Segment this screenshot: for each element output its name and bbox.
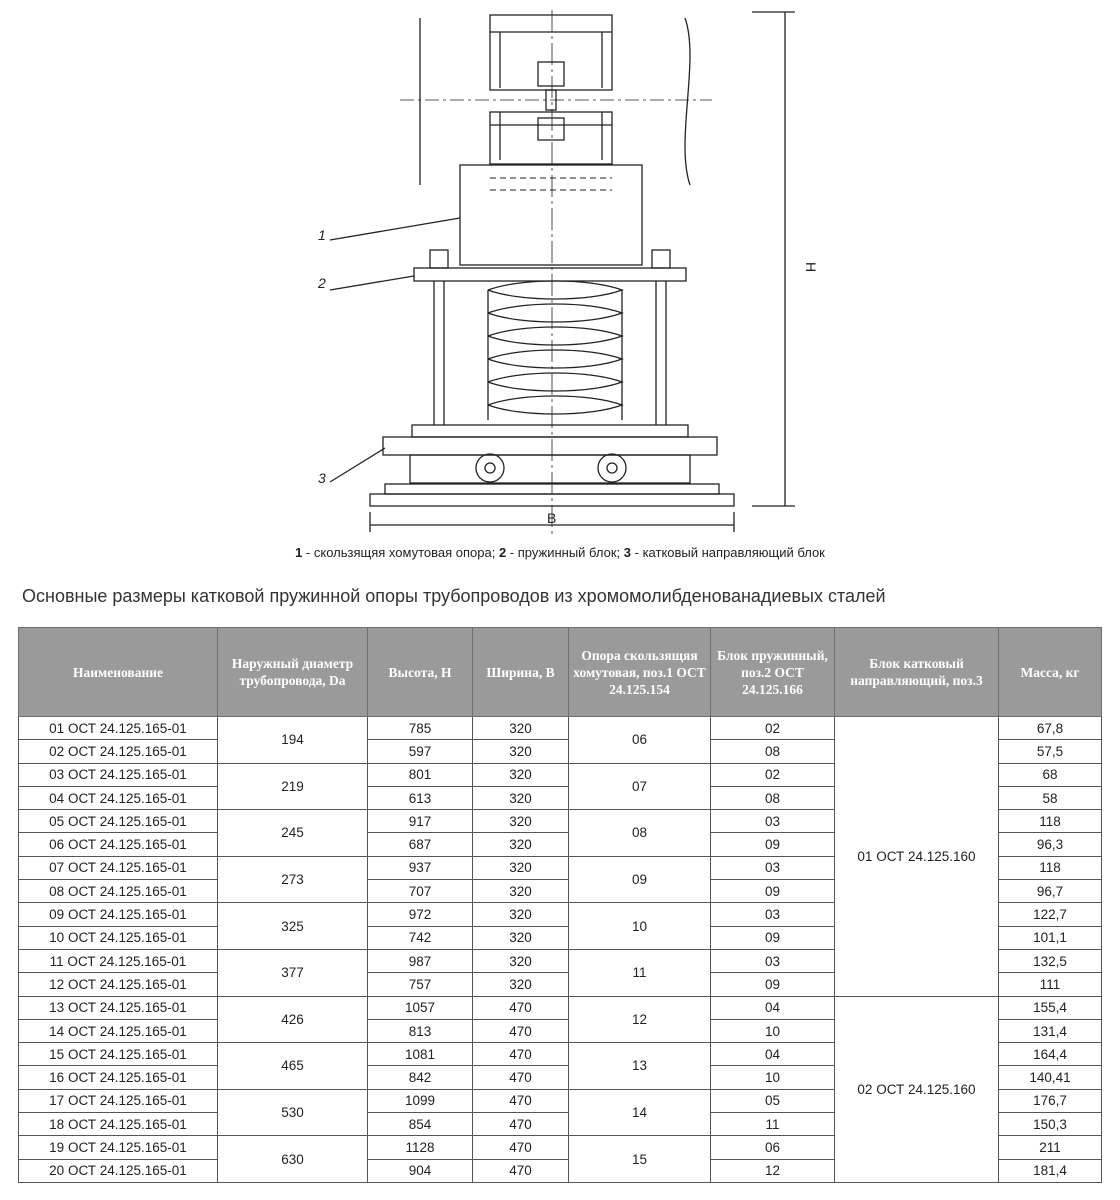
height-cell: 707 <box>368 880 473 903</box>
header-spring-block: Блок пружинный, поз.2 ОСТ 24.125.166 <box>711 628 835 717</box>
row-name-cell: 11 ОСТ 24.125.165-01 <box>19 949 218 972</box>
sliding-support-cell: 14 <box>569 1089 711 1136</box>
header-height: Высота, H <box>368 628 473 717</box>
row-name-cell: 14 ОСТ 24.125.165-01 <box>19 1019 218 1042</box>
height-cell: 842 <box>368 1066 473 1089</box>
sliding-support-cell: 08 <box>569 810 711 857</box>
width-cell: 320 <box>473 880 569 903</box>
spring-block-cell: 02 <box>711 763 835 786</box>
pipe-outline <box>420 18 690 185</box>
mass-cell: 111 <box>999 973 1102 996</box>
mass-cell: 67,8 <box>999 717 1102 740</box>
spring-block-cell: 04 <box>711 1043 835 1066</box>
mass-cell: 164,4 <box>999 1043 1102 1066</box>
spring-block-cell: 09 <box>711 880 835 903</box>
row-name-cell: 03 ОСТ 24.125.165-01 <box>19 763 218 786</box>
lower-plate <box>412 425 688 437</box>
mass-cell: 132,5 <box>999 949 1102 972</box>
spring-block-cell: 03 <box>711 856 835 879</box>
spring-coils <box>488 281 622 420</box>
mass-cell: 118 <box>999 810 1102 833</box>
diameter-cell: 245 <box>218 810 368 857</box>
header-sliding-support: Опора скользящяя хомутовая, поз.1 ОСТ 24.125.154 <box>569 628 711 717</box>
header-width: Ширина, B <box>473 628 569 717</box>
width-cell: 320 <box>473 717 569 740</box>
row-name-cell: 06 ОСТ 24.125.165-01 <box>19 833 218 856</box>
width-cell: 470 <box>473 1066 569 1089</box>
spring-block-cell: 03 <box>711 949 835 972</box>
width-cell: 470 <box>473 1043 569 1066</box>
row-name-cell: 15 ОСТ 24.125.165-01 <box>19 1043 218 1066</box>
row-name-cell: 19 ОСТ 24.125.165-01 <box>19 1136 218 1159</box>
width-cell: 320 <box>473 833 569 856</box>
height-cell: 757 <box>368 973 473 996</box>
height-cell: 904 <box>368 1159 473 1182</box>
caption-num-2: 2 <box>498 545 507 560</box>
header-diameter: Наружный диаметр трубопровода, Da <box>218 628 368 717</box>
width-cell: 470 <box>473 1113 569 1136</box>
width-cell: 320 <box>473 856 569 879</box>
spring-block-cell: 06 <box>711 1136 835 1159</box>
row-name-cell: 20 ОСТ 24.125.165-01 <box>19 1159 218 1182</box>
spring-block-cell: 08 <box>711 740 835 763</box>
mass-cell: 57,5 <box>999 740 1102 763</box>
mass-cell: 150,3 <box>999 1113 1102 1136</box>
diameter-cell: 377 <box>218 949 368 996</box>
diameter-cell: 273 <box>218 856 368 903</box>
mass-cell: 96,7 <box>999 880 1102 903</box>
height-cell: 597 <box>368 740 473 763</box>
diameter-cell: 426 <box>218 996 368 1043</box>
roller-left <box>476 454 504 482</box>
sliding-support-cell: 09 <box>569 856 711 903</box>
width-cell: 470 <box>473 1089 569 1112</box>
spring-block-cell: 08 <box>711 786 835 809</box>
caption-num-3: 3 <box>623 545 632 560</box>
width-cell: 470 <box>473 1019 569 1042</box>
width-cell: 320 <box>473 786 569 809</box>
upper-clamp <box>490 15 612 90</box>
row-name-cell: 04 ОСТ 24.125.165-01 <box>19 786 218 809</box>
height-cell: 742 <box>368 926 473 949</box>
spring-block-cell: 10 <box>711 1019 835 1042</box>
sliding-support-cell: 07 <box>569 763 711 810</box>
spring-block-cell: 10 <box>711 1066 835 1089</box>
height-cell: 1099 <box>368 1089 473 1112</box>
width-cell: 320 <box>473 949 569 972</box>
row-name-cell: 13 ОСТ 24.125.165-01 <box>19 996 218 1019</box>
spring-block-cell: 09 <box>711 973 835 996</box>
sliding-support-cell: 12 <box>569 996 711 1043</box>
table-body <box>19 717 1102 1183</box>
diameter-cell: 194 <box>218 717 368 764</box>
mass-cell: 101,1 <box>999 926 1102 949</box>
sliding-support-body <box>460 165 642 265</box>
row-name-cell: 02 ОСТ 24.125.165-01 <box>19 740 218 763</box>
row-name-cell: 10 ОСТ 24.125.165-01 <box>19 926 218 949</box>
spring-block-cell: 12 <box>711 1159 835 1182</box>
mass-cell: 58 <box>999 786 1102 809</box>
height-cell: 687 <box>368 833 473 856</box>
width-cell: 320 <box>473 903 569 926</box>
sliding-support-cell: 11 <box>569 949 711 996</box>
row-name-cell: 09 ОСТ 24.125.165-01 <box>19 903 218 926</box>
header-name: Наименование <box>19 628 218 717</box>
spring-block-cell: 04 <box>711 996 835 1019</box>
callout-3: 3 <box>318 470 326 486</box>
sliding-support-cell: 15 <box>569 1136 711 1183</box>
mass-cell: 181,4 <box>999 1159 1102 1182</box>
table-title: Основные размеры катковой пружинной опоры трубопроводов из хромомолибденованадиевых сталей <box>22 586 886 606</box>
height-cell: 987 <box>368 949 473 972</box>
width-cell: 320 <box>473 763 569 786</box>
width-cell: 320 <box>473 810 569 833</box>
width-cell: 320 <box>473 973 569 996</box>
row-name-cell: 01 ОСТ 24.125.165-01 <box>19 717 218 740</box>
row-name-cell: 05 ОСТ 24.125.165-01 <box>19 810 218 833</box>
width-cell: 470 <box>473 1136 569 1159</box>
sliding-support-cell: 06 <box>569 717 711 764</box>
height-cell: 813 <box>368 1019 473 1042</box>
mass-cell: 122,7 <box>999 903 1102 926</box>
callout-2: 2 <box>318 275 326 291</box>
header-mass: Масса, кг <box>999 628 1102 717</box>
height-cell: 613 <box>368 786 473 809</box>
row-name-cell: 07 ОСТ 24.125.165-01 <box>19 856 218 879</box>
diameter-cell: 325 <box>218 903 368 950</box>
caption-num-1: 1 <box>295 545 303 560</box>
sliding-support-cell: 10 <box>569 903 711 950</box>
sliding-support-cell: 13 <box>569 1043 711 1090</box>
dim-height-label: H <box>803 262 819 273</box>
spring-block-cell: 03 <box>711 810 835 833</box>
spring-block-cell: 09 <box>711 833 835 856</box>
spring-block-cell: 05 <box>711 1089 835 1112</box>
mass-cell: 131,4 <box>999 1019 1102 1042</box>
spring-block-cell: 09 <box>711 926 835 949</box>
roller-right <box>598 454 626 482</box>
height-cell: 1057 <box>368 996 473 1019</box>
lower-clamp <box>490 112 612 164</box>
spring-block-cell: 03 <box>711 903 835 926</box>
height-cell: 801 <box>368 763 473 786</box>
height-cell: 1081 <box>368 1043 473 1066</box>
diameter-cell: 530 <box>218 1089 368 1136</box>
callout-1: 1 <box>318 227 326 243</box>
row-name-cell: 12 ОСТ 24.125.165-01 <box>19 973 218 996</box>
row-name-cell: 17 ОСТ 24.125.165-01 <box>19 1089 218 1112</box>
width-cell: 470 <box>473 1159 569 1182</box>
dim-width-label: B <box>547 510 557 526</box>
caption-text-3: - катковый направляющий блок <box>631 545 825 560</box>
height-cell: 937 <box>368 856 473 879</box>
table-row <box>19 717 1102 740</box>
width-cell: 470 <box>473 996 569 1019</box>
mass-cell: 96,3 <box>999 833 1102 856</box>
height-cell: 1128 <box>368 1136 473 1159</box>
spring-block-cell: 02 <box>711 717 835 740</box>
mass-cell: 155,4 <box>999 996 1102 1019</box>
mass-cell: 176,7 <box>999 1089 1102 1112</box>
upper-plate <box>414 268 686 281</box>
height-cell: 854 <box>368 1113 473 1136</box>
diameter-cell: 630 <box>218 1136 368 1183</box>
width-cell: 320 <box>473 740 569 763</box>
caption-text-2: - пружинный блок; <box>506 545 624 560</box>
mass-cell: 211 <box>999 1136 1102 1159</box>
row-name-cell: 18 ОСТ 24.125.165-01 <box>19 1113 218 1136</box>
table-row <box>19 996 1102 1019</box>
header-roller-block: Блок катковый направляющий, поз.3 <box>835 628 999 717</box>
height-cell: 785 <box>368 717 473 740</box>
mass-cell: 118 <box>999 856 1102 879</box>
spring-block-cell: 11 <box>711 1113 835 1136</box>
diameter-cell: 465 <box>218 1043 368 1090</box>
table-header-row <box>19 628 1102 717</box>
mass-cell: 68 <box>999 763 1102 786</box>
drawing-caption <box>0 545 1120 560</box>
height-cell: 917 <box>368 810 473 833</box>
support-assembly-drawing <box>0 0 1120 540</box>
width-cell: 320 <box>473 926 569 949</box>
row-name-cell: 08 ОСТ 24.125.165-01 <box>19 880 218 903</box>
mass-cell: 140,41 <box>999 1066 1102 1089</box>
diameter-cell: 219 <box>218 763 368 810</box>
caption-text-1: - скользящяя хомутовая опора; <box>302 545 499 560</box>
dimensions-table <box>18 627 1102 1183</box>
row-name-cell: 16 ОСТ 24.125.165-01 <box>19 1066 218 1089</box>
roller-block-cell: 01 ОСТ 24.125.160 <box>835 717 999 997</box>
height-cell: 972 <box>368 903 473 926</box>
roller-frame <box>383 437 717 455</box>
roller-block-cell: 02 ОСТ 24.125.160 <box>835 996 999 1182</box>
